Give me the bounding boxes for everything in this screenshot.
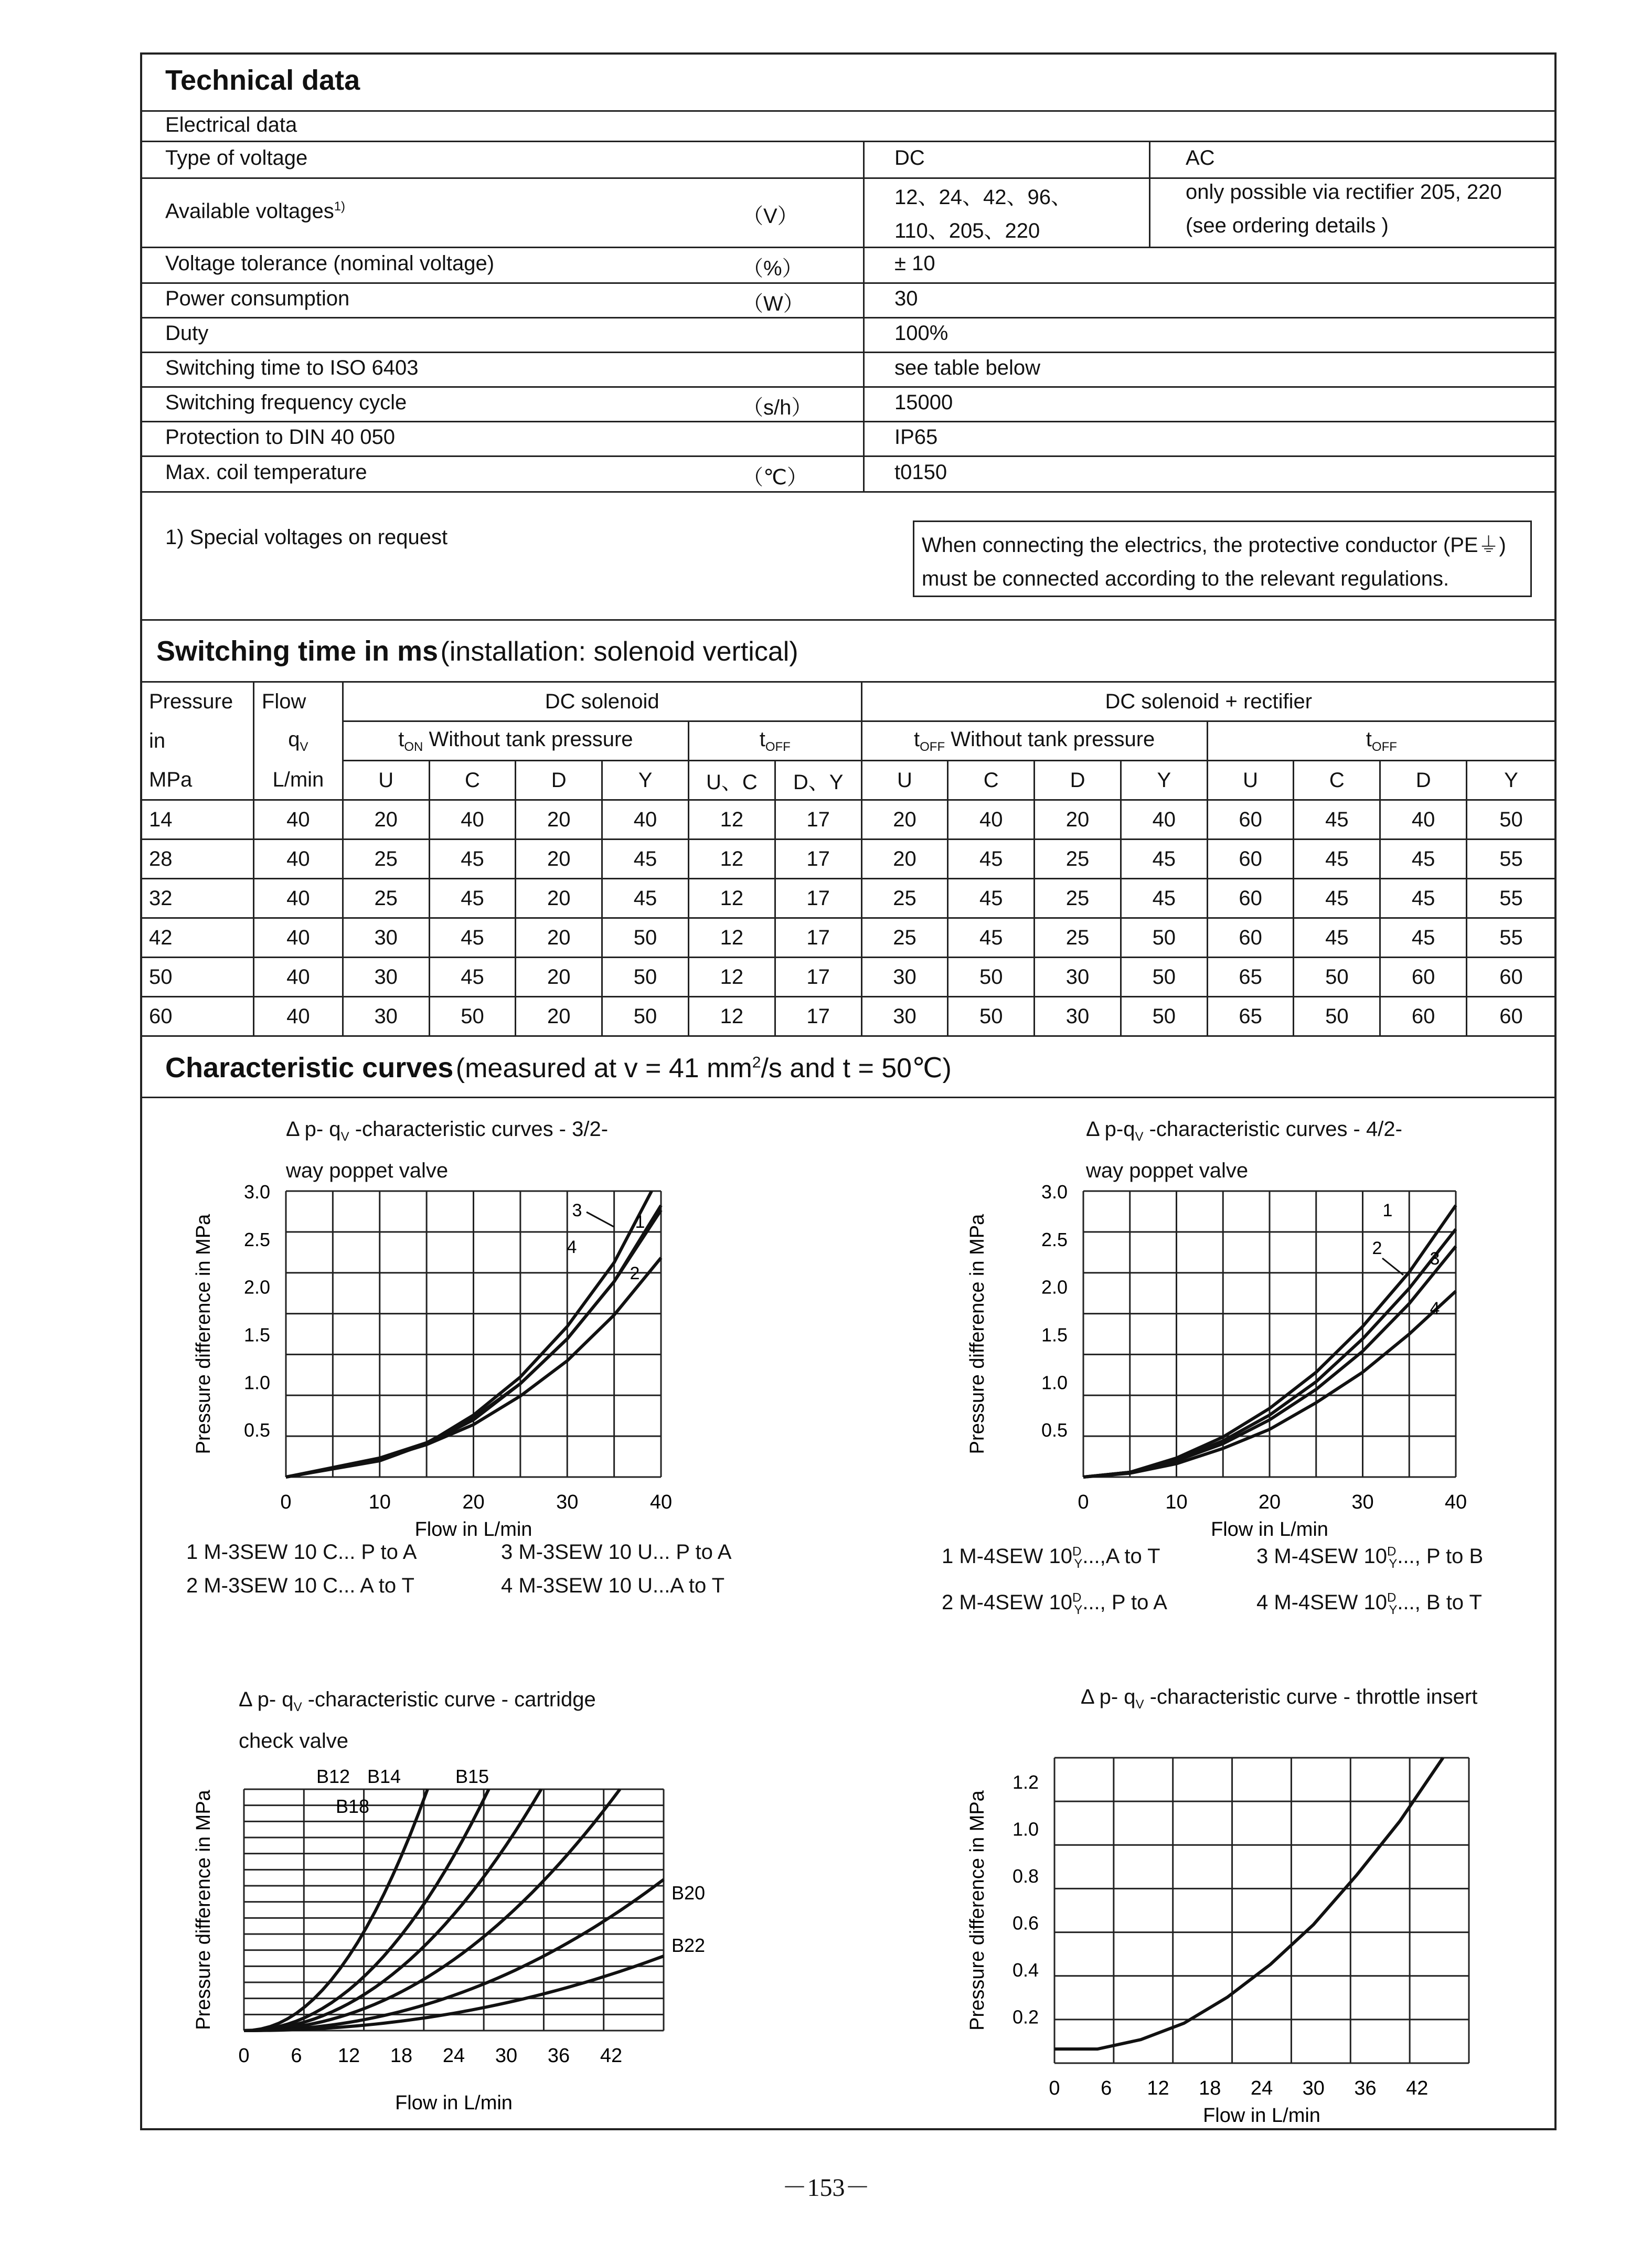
table-cell: 60 <box>1207 840 1294 879</box>
tech-ac-voltages: (see ordering details ) <box>1186 214 1389 237</box>
x-tick-label: 30 <box>495 2045 518 2067</box>
hdr-toff-dcr-without: $t_{OFF}$ Without tank pressure <box>861 721 1207 761</box>
series-label: B12 <box>316 1766 350 1787</box>
col-header: D、Y <box>775 761 861 800</box>
table-cell: 40 <box>253 800 343 840</box>
table-cell: 20 <box>1035 800 1121 840</box>
x-tick-label: 20 <box>462 1491 485 1513</box>
x-tick-label: 40 <box>1444 1491 1467 1513</box>
x-tick-label: 0 <box>238 2045 250 2067</box>
table-cell: 25 <box>1035 918 1121 958</box>
col-header: Y <box>1467 761 1556 800</box>
series-label: 1 <box>1382 1201 1393 1220</box>
table-cell: 45 <box>429 840 516 879</box>
table-cell: 25 <box>1035 840 1121 879</box>
page-number: －153－ <box>782 2174 870 2202</box>
y-tick-label: 1.0 <box>1041 1372 1068 1394</box>
tech-row-label: Available voltages$^{1)}$ <box>165 199 346 223</box>
table-row <box>141 879 1556 918</box>
col-header: U、C <box>688 761 775 800</box>
note-close: ) <box>1499 534 1506 557</box>
table-cell: 40 <box>1380 800 1467 840</box>
legend-item-1: 1 M-4SEW $10^D_Y...,A$ to T <box>942 1545 1160 1571</box>
x-tick-label: 30 <box>1302 2077 1325 2099</box>
x-tick-label: 40 <box>649 1491 673 1513</box>
table-cell: 55 <box>1467 840 1556 879</box>
chart2-title: Δ $p-q_V$ -characteristic curves - 4/2- way poppet valve <box>1086 1118 1402 1182</box>
table-cell: 20 <box>516 958 602 997</box>
table-cell: 30 <box>861 997 948 1036</box>
tech-row-value: 30 <box>894 287 918 310</box>
x-axis-label: Flow in L/min <box>1203 2105 1320 2127</box>
legend-item-3: 3 M-4SEW $10^D_Y$..., P to B <box>1256 1545 1484 1571</box>
hdr-dc-solenoid: DC solenoid <box>343 682 861 721</box>
series-label: 2 <box>630 1263 640 1283</box>
hdr-pressure-2: in <box>141 721 254 761</box>
tech-row-value: ± 10 <box>894 252 935 275</box>
y-tick-label: 1.2 <box>1012 1771 1039 1793</box>
table-cell: 45 <box>948 918 1035 958</box>
electrical-data-label: Electrical data <box>165 113 297 136</box>
divider <box>140 352 1557 353</box>
table-cell: 45 <box>429 879 516 918</box>
table-cell: 20 <box>516 840 602 879</box>
series-label: 4 <box>567 1237 577 1257</box>
x-tick-label: 18 <box>390 2045 413 2067</box>
series-label: B15 <box>455 1766 489 1787</box>
tech-ac-voltages: only possible via rectifier 205, 220 <box>1186 180 1502 204</box>
table-cell: 30 <box>343 997 429 1036</box>
curves-title: Characteristic curves <box>165 1052 454 1084</box>
divider <box>863 141 865 491</box>
table-row <box>141 918 1556 958</box>
y-tick-label: 2.0 <box>1041 1276 1068 1298</box>
table-cell: 30 <box>861 958 948 997</box>
table-cell: 40 <box>253 997 343 1036</box>
curves-subtitle: (measured at v = 41 $mm^2/s$ and t = 50℃) <box>455 1053 952 1084</box>
col-header: D <box>516 761 602 800</box>
table-cell: 45 <box>948 879 1035 918</box>
divider <box>140 455 1557 457</box>
x-tick-label: 36 <box>547 2045 570 2067</box>
tech-dc: DC <box>894 146 925 169</box>
table-cell: 12 <box>688 958 775 997</box>
tech-title: Technical data <box>165 65 360 96</box>
divider <box>140 421 1557 422</box>
table-cell: 45 <box>1294 800 1380 840</box>
col-header: D <box>1380 761 1467 800</box>
y-axis-label: Pressure difference in MPa <box>193 1790 215 2030</box>
chart1-plot <box>189 1175 692 1541</box>
curves-heading <box>165 1052 952 1084</box>
table-cell: 12 <box>688 879 775 918</box>
x-axis-label: Flow in L/min <box>1211 1518 1328 1541</box>
tech-row-value: 15000 <box>894 391 953 414</box>
earth-icon: ⏚ <box>1478 534 1499 557</box>
table-row <box>141 958 1556 997</box>
tech-row-label: Protection to DIN 40 050 <box>165 426 396 449</box>
table-cell: 40 <box>253 958 343 997</box>
col-header: U <box>861 761 948 800</box>
table-cell: 50 <box>141 958 254 997</box>
hdr-flow-1: Flow <box>253 682 343 721</box>
series-label: 3 <box>1430 1249 1440 1269</box>
divider <box>140 247 1557 248</box>
table-cell: 25 <box>343 879 429 918</box>
tech-row-unit: （W） <box>742 292 804 315</box>
note-line-2: must be connected according to the relevant regulations. <box>922 567 1450 590</box>
table-cell: 55 <box>1467 879 1556 918</box>
y-tick-label: 3.0 <box>243 1181 270 1203</box>
legend-item-2: 2 M-3SEW 10 C... A to T <box>186 1574 414 1597</box>
x-tick-label: 12 <box>337 2045 360 2067</box>
table-cell: 14 <box>141 800 254 840</box>
table-cell: 20 <box>861 840 948 879</box>
tech-row-unit: （V） <box>742 205 798 228</box>
hdr-ton-dc: $t_{ON}$ Without tank pressure <box>343 721 688 761</box>
x-tick-label: 12 <box>1147 2077 1169 2099</box>
y-axis-label: Pressure difference in MPa <box>193 1214 215 1454</box>
table-cell: 40 <box>948 800 1035 840</box>
table-cell: 25 <box>1035 879 1121 918</box>
leader-line <box>587 1212 614 1227</box>
switching-title: Switching time in ms <box>156 635 439 667</box>
y-tick-label: 0.5 <box>243 1419 270 1441</box>
table-cell: 12 <box>688 800 775 840</box>
table-cell: 60 <box>1380 958 1467 997</box>
col-header: D <box>1035 761 1121 800</box>
safety-note <box>913 521 1532 597</box>
hdr-dc-rectifier: DC solenoid + rectifier <box>861 682 1555 721</box>
y-tick-label: 0.5 <box>1041 1419 1068 1441</box>
tech-row-label: Type of voltage <box>165 146 308 169</box>
legend-item-1: 1 M-3SEW 10 C... P to A <box>186 1541 417 1564</box>
divider <box>140 317 1557 318</box>
y-tick-label: 2.5 <box>243 1228 270 1250</box>
table-cell: 45 <box>602 879 689 918</box>
x-tick-label: 0 <box>1078 1491 1089 1513</box>
table-cell: 60 <box>1467 958 1556 997</box>
table-cell: 40 <box>602 800 689 840</box>
series-label: B22 <box>671 1935 706 1956</box>
table-cell: 50 <box>1121 918 1207 958</box>
table-row <box>141 997 1556 1036</box>
tech-row-label: Max. coil temperature <box>165 461 367 484</box>
series-line-B22 <box>244 1956 664 2031</box>
col-header: Y <box>1121 761 1207 800</box>
table-cell: 17 <box>775 958 861 997</box>
y-tick-label: 1.0 <box>243 1372 270 1394</box>
table-cell: 30 <box>1035 958 1121 997</box>
x-tick-label: 30 <box>556 1491 579 1513</box>
y-tick-label: 2.5 <box>1041 1228 1068 1250</box>
series-line-B18 <box>244 1789 428 2031</box>
divider <box>140 110 1557 112</box>
table-cell: 45 <box>1380 840 1467 879</box>
table-cell: 12 <box>688 840 775 879</box>
table-cell: 30 <box>343 918 429 958</box>
hdr-pressure-1: Pressure <box>141 682 254 721</box>
chart1-legend-b <box>501 1535 731 1602</box>
chart3-plot <box>189 1742 734 2114</box>
table-cell: 60 <box>1207 879 1294 918</box>
table-cell: 55 <box>1467 918 1556 958</box>
hdr-flow-2: $q_V$ <box>253 721 343 761</box>
y-tick-label: 1.5 <box>243 1324 270 1346</box>
series-label: B18 <box>335 1796 370 1817</box>
divider <box>140 282 1557 284</box>
table-cell: 60 <box>1207 800 1294 840</box>
table-cell: 50 <box>602 958 689 997</box>
divider <box>140 1097 1557 1098</box>
table-cell: 45 <box>602 840 689 879</box>
switching-subtitle: (installation: solenoid vertical) <box>440 636 798 667</box>
divider <box>140 386 1557 388</box>
table-cell: 50 <box>1121 997 1207 1036</box>
y-tick-label: 0.8 <box>1012 1865 1039 1887</box>
tech-dc-voltages: 110、205、220 <box>894 219 1040 242</box>
col-header: Y <box>602 761 689 800</box>
table-cell: 45 <box>1380 879 1467 918</box>
table-cell: 25 <box>861 918 948 958</box>
x-tick-label: 30 <box>1351 1491 1374 1513</box>
table-cell: 17 <box>775 840 861 879</box>
tech-row-unit: （%） <box>742 257 803 280</box>
table-cell: 50 <box>1294 997 1380 1036</box>
hdr-toff-dc: $t_{OFF}$ <box>688 721 861 761</box>
table-cell: 20 <box>516 918 602 958</box>
table-cell: 12 <box>688 997 775 1036</box>
table-cell: 60 <box>1467 997 1556 1036</box>
table-cell: 50 <box>1467 800 1556 840</box>
x-tick-label: 0 <box>1049 2077 1060 2099</box>
divider <box>140 177 1557 179</box>
table-cell: 40 <box>429 800 516 840</box>
chart2-plot <box>963 1175 1467 1541</box>
series-label: 4 <box>1430 1299 1440 1319</box>
table-cell: 17 <box>775 879 861 918</box>
tech-row-label: Switching time to ISO 6403 <box>165 356 419 379</box>
tech-row-unit: （℃） <box>742 466 808 489</box>
series-line-B14 <box>244 1789 541 2031</box>
table-cell: 65 <box>1207 958 1294 997</box>
hdr-toff-dcr: $t_{OFF}$ <box>1207 721 1555 761</box>
chart1-legend <box>186 1535 417 1602</box>
table-cell: 12 <box>688 918 775 958</box>
tech-row-value: see table below <box>894 356 1040 379</box>
col-header: U <box>1207 761 1294 800</box>
switching-table <box>140 681 1557 1037</box>
x-tick-label: 0 <box>280 1491 292 1513</box>
table-cell: 65 <box>1207 997 1294 1036</box>
x-tick-label: 10 <box>1165 1491 1188 1513</box>
x-tick-label: 42 <box>1406 2077 1429 2099</box>
divider <box>140 619 1557 621</box>
series-label: 2 <box>1372 1238 1382 1258</box>
y-tick-label: 0.6 <box>1012 1912 1039 1934</box>
table-cell: 50 <box>429 997 516 1036</box>
tech-row-value: t0150 <box>894 461 947 484</box>
legend-item-4: 4 M-3SEW 10 U...A to T <box>501 1574 725 1597</box>
series-label: 1 <box>635 1212 645 1232</box>
x-tick-label: 42 <box>600 2045 623 2067</box>
x-tick-label: 6 <box>291 2045 302 2067</box>
table-cell: 45 <box>429 958 516 997</box>
table-cell: 45 <box>948 840 1035 879</box>
col-header: C <box>429 761 516 800</box>
table-cell: 30 <box>1035 997 1121 1036</box>
col-header: U <box>343 761 429 800</box>
table-cell: 60 <box>1380 997 1467 1036</box>
table-cell: 45 <box>1294 879 1380 918</box>
table-row <box>141 840 1556 879</box>
y-tick-label: 0.4 <box>1012 1959 1039 1981</box>
legend-item-3: 3 M-3SEW 10 U... P to A <box>501 1541 732 1564</box>
table-cell: 40 <box>1121 800 1207 840</box>
x-tick-label: 24 <box>442 2045 465 2067</box>
table-cell: 45 <box>1121 840 1207 879</box>
table-cell: 40 <box>253 879 343 918</box>
table-cell: 42 <box>141 918 254 958</box>
table-cell: 20 <box>861 800 948 840</box>
table-cell: 60 <box>141 997 254 1036</box>
table-cell: 17 <box>775 800 861 840</box>
table-cell: 50 <box>602 997 689 1036</box>
table-cell: 50 <box>1121 958 1207 997</box>
legend-item-4: 4 M-4SEW $10^D_Y$..., B to T <box>1256 1590 1482 1617</box>
footnote: 1) Special voltages on request <box>165 526 448 549</box>
table-cell: 17 <box>775 918 861 958</box>
table-cell: 20 <box>516 879 602 918</box>
y-axis-label: Pressure difference in MPa <box>966 1790 988 2031</box>
table-row <box>141 800 1556 840</box>
x-tick-label: 18 <box>1199 2077 1221 2099</box>
divider <box>1149 141 1150 247</box>
divider <box>140 491 1557 493</box>
tech-row-label: Voltage tolerance (nominal voltage) <box>165 252 495 275</box>
tech-row-label: Power consumption <box>165 287 350 310</box>
y-tick-label: 0.2 <box>1012 2006 1039 2028</box>
hdr-flow-3: L/min <box>253 761 343 800</box>
table-cell: 50 <box>948 997 1035 1036</box>
table-cell: 45 <box>429 918 516 958</box>
divider <box>140 141 1557 142</box>
chart4-plot <box>963 1726 1508 2127</box>
tech-row-label: Duty <box>165 322 209 345</box>
col-header: C <box>1294 761 1380 800</box>
table-cell: 45 <box>1380 918 1467 958</box>
x-axis-label: Flow in L/min <box>414 1518 532 1541</box>
x-tick-label: 10 <box>368 1491 391 1513</box>
chart1-title: Δ p- $q_V$ -characteristic curves - 3/2- way poppet valve <box>286 1118 609 1182</box>
tech-dc-voltages: 12、24、42、96、 <box>894 186 1072 209</box>
hdr-pressure-3: MPa <box>141 761 254 800</box>
note-line-1: When connecting the electrics, the protective conductor (PE <box>922 534 1478 557</box>
x-tick-label: 36 <box>1354 2077 1377 2099</box>
series-label: B14 <box>367 1766 401 1787</box>
y-tick-label: 2.0 <box>243 1276 270 1298</box>
table-cell: 45 <box>1294 918 1380 958</box>
y-tick-label: 1.5 <box>1041 1324 1068 1346</box>
chart3-title: Δ p- $q_V$ -characteristic curve - cartridge check valve <box>239 1688 596 1753</box>
chart2-legend <box>942 1535 1167 1627</box>
tech-ac: AC <box>1186 146 1215 169</box>
table-cell: 50 <box>948 958 1035 997</box>
table-cell: 45 <box>1121 879 1207 918</box>
table-cell: 32 <box>141 879 254 918</box>
chart2-legend-b <box>1256 1535 1483 1627</box>
x-axis-label: Flow in L/min <box>395 2092 513 2114</box>
x-tick-label: 6 <box>1101 2077 1112 2099</box>
tech-row-value: 100% <box>894 322 948 345</box>
table-cell: 50 <box>602 918 689 958</box>
table-cell: 25 <box>861 879 948 918</box>
table-cell: 25 <box>343 840 429 879</box>
series-label: B20 <box>671 1882 706 1904</box>
series-line-B15 <box>244 1789 620 2031</box>
y-tick-label: 1.0 <box>1012 1818 1039 1840</box>
table-cell: 20 <box>343 800 429 840</box>
x-tick-label: 24 <box>1250 2077 1273 2099</box>
y-axis-label: Pressure difference in MPa <box>966 1214 988 1454</box>
switching-heading <box>156 635 798 667</box>
table-cell: 20 <box>516 800 602 840</box>
table-cell: 40 <box>253 840 343 879</box>
table-cell: 60 <box>1207 918 1294 958</box>
tech-row-value: IP65 <box>894 426 938 449</box>
table-cell: 20 <box>516 997 602 1036</box>
col-header: C <box>948 761 1035 800</box>
series-label: 3 <box>572 1201 582 1220</box>
tech-row-label: Switching frequency cycle <box>165 391 407 414</box>
table-cell: 17 <box>775 997 861 1036</box>
table-cell: 40 <box>253 918 343 958</box>
y-tick-label: 3.0 <box>1041 1181 1068 1203</box>
table-cell: 50 <box>1294 958 1380 997</box>
table-cell: 28 <box>141 840 254 879</box>
legend-item-2: 2 M-4SEW $10^D_Y$..., P to A <box>942 1590 1167 1617</box>
tech-row-unit: （s/h） <box>742 396 813 419</box>
table-cell: 45 <box>1294 840 1380 879</box>
x-tick-label: 20 <box>1258 1491 1281 1513</box>
chart4-title: Δ p- $q_V$ -characteristic curve - throttle insert <box>1081 1685 1478 1712</box>
table-cell: 30 <box>343 958 429 997</box>
